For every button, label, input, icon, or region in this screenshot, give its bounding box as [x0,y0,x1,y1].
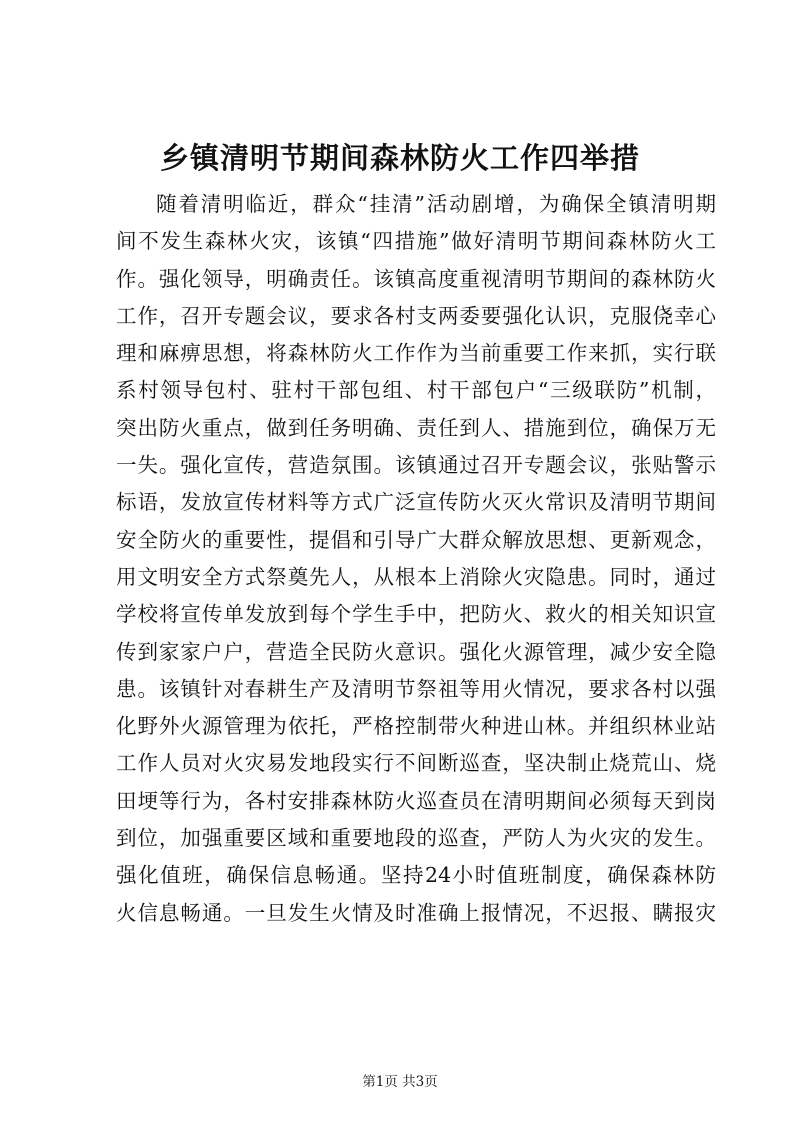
text-line: 强化值班，确保信息畅通。坚持24小时值班制度，确保森林防 [116,863,716,888]
text-line: 突出防火重点，做到任务明确、责任到人、措施到位，确保万无 [116,415,716,440]
text-line: 传到家家户户，营造全民防火意识。强化火源管理，减少安全隐 [116,639,716,664]
text-line: 随着清明临近，群众“挂清”活动剧增，为确保全镇清明期 [156,192,716,216]
text-line: 工作，召开专题会议，要求各村支两委要强化认识，克服侥幸心 [116,303,716,328]
text-line: 用文明安全方式祭奠先人，从根本上消除火灾隐患。同时，通过 [116,564,716,589]
document-title: 乡镇清明节期间森林防火工作四举措 [159,141,640,175]
text-line: 化野外火源管理为依托，严格控制带火种进山林。并组织林业站 [116,714,716,739]
text-line: 作。强化领导，明确责任。该镇高度重视清明节期间的森林防火 [116,266,716,291]
text-line: 患。该镇针对春耕生产及清明节祭祖等用火情况，要求各村以强 [116,676,716,701]
text-line: 安全防火的重要性，提倡和引导广大群众解放思想、更新观念， [116,527,716,552]
text-line: 工作人员对火灾易发地段实行不间断巡查，坚决制止烧荒山、烧 [116,751,716,776]
body-paragraph [116,186,716,932]
text-line: 标语，发放宣传材料等方式广泛宣传防火灭火常识及清明节期间 [116,490,716,515]
text-line: 到位，加强重要区域和重要地段的巡查，严防人为火灾的发生。 [116,826,716,851]
page-number-footer: 第1页 共3页 [362,1074,438,1090]
text-line: 火信息畅通。一旦发生火情及时准确上报情况，不迟报、瞒报灾 [116,900,716,925]
text-line: 一失。强化宣传，营造氛围。该镇通过召开专题会议，张贴警示 [116,453,716,478]
text-line: 田埂等行为，各村安排森林防火巡查员在清明期间必须每天到岗 [116,788,716,813]
text-line: 系村领导包村、驻村干部包组、村干部包户“三级联防”机制， [116,378,716,403]
text-line: 间不发生森林火灾，该镇“四措施”做好清明节期间森林防火工 [116,229,716,254]
text-line: 学校将宣传单发放到每个学生手中，把防火、救火的相关知识宣 [116,602,716,627]
text-line: 理和麻痹思想，将森林防火工作作为当前重要工作来抓，实行联 [116,341,716,366]
